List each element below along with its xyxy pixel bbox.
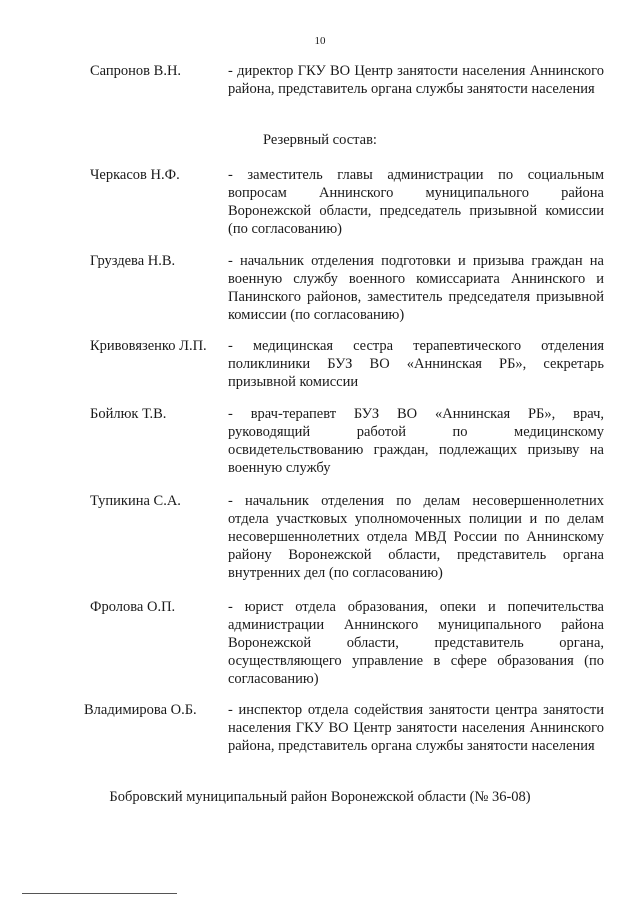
member-description: - заместитель главы администрации по социальным вопросам Аннинского муниципального района Воронежской области, председатель призывной комиссии (по согласованию) [228, 167, 604, 237]
member-name: Кривовязенко Л.П. [90, 338, 207, 354]
member-description: - юрист отдела образования, опеки и попечительства администрации Аннинского муниципального района Воронежской области, представитель органа, осуществляющего управление в сфере образования (по согласованию) [228, 599, 604, 687]
member-description: - директор ГКУ ВО Центр занятости населения Аннинского района, представитель органа службы занятости населения [228, 63, 604, 97]
member-name: Фролова О.П. [90, 599, 176, 615]
page-number: 10 [314, 35, 326, 47]
member-name: Черкасов Н.Ф. [90, 167, 180, 183]
reserve-heading: Резервный состав: [263, 132, 377, 148]
member-description: - медицинская сестра терапевтического отделения поликлиники БУЗ ВО «Аннинская РБ», секретарь призывной комиссии [228, 338, 604, 390]
member-name: Владимирова О.Б. [84, 702, 197, 718]
member-description: - врач-терапевт БУЗ ВО «Аннинская РБ», врач, руководящий работой по медицинскому освидетельствованию граждан, подлежащих призыву на военную службу [228, 406, 604, 476]
member-description: - начальник отделения подготовки и призыва граждан на военную службу военного комиссариата Аннинского и Панинского районов, заместитель председателя призывной комиссии (по согласованию) [228, 253, 604, 323]
member-name: Сапронов В.Н. [90, 63, 182, 79]
member-description: - инспектор отдела содействия занятости центра занятости населения ГКУ ВО Центр занятости населения Аннинского района, представитель органа службы занятости населения [228, 702, 604, 754]
member-name: Груздева Н.В. [90, 253, 176, 269]
member-description: - начальник отделения по делам несовершеннолетних отдела участковых уполномоченных полиции и по делам несовершеннолетних отдела МВД России по Аннинскому району Воронежской области, представитель органа внутренних дел (по согласованию) [228, 493, 604, 581]
footer-rule [22, 893, 177, 894]
section-heading: Бобровский муниципальный район Воронежской области (№ 36-08) [109, 789, 531, 805]
member-name: Бойлюк Т.В. [90, 406, 167, 422]
member-name: Тупикина С.А. [90, 493, 181, 509]
